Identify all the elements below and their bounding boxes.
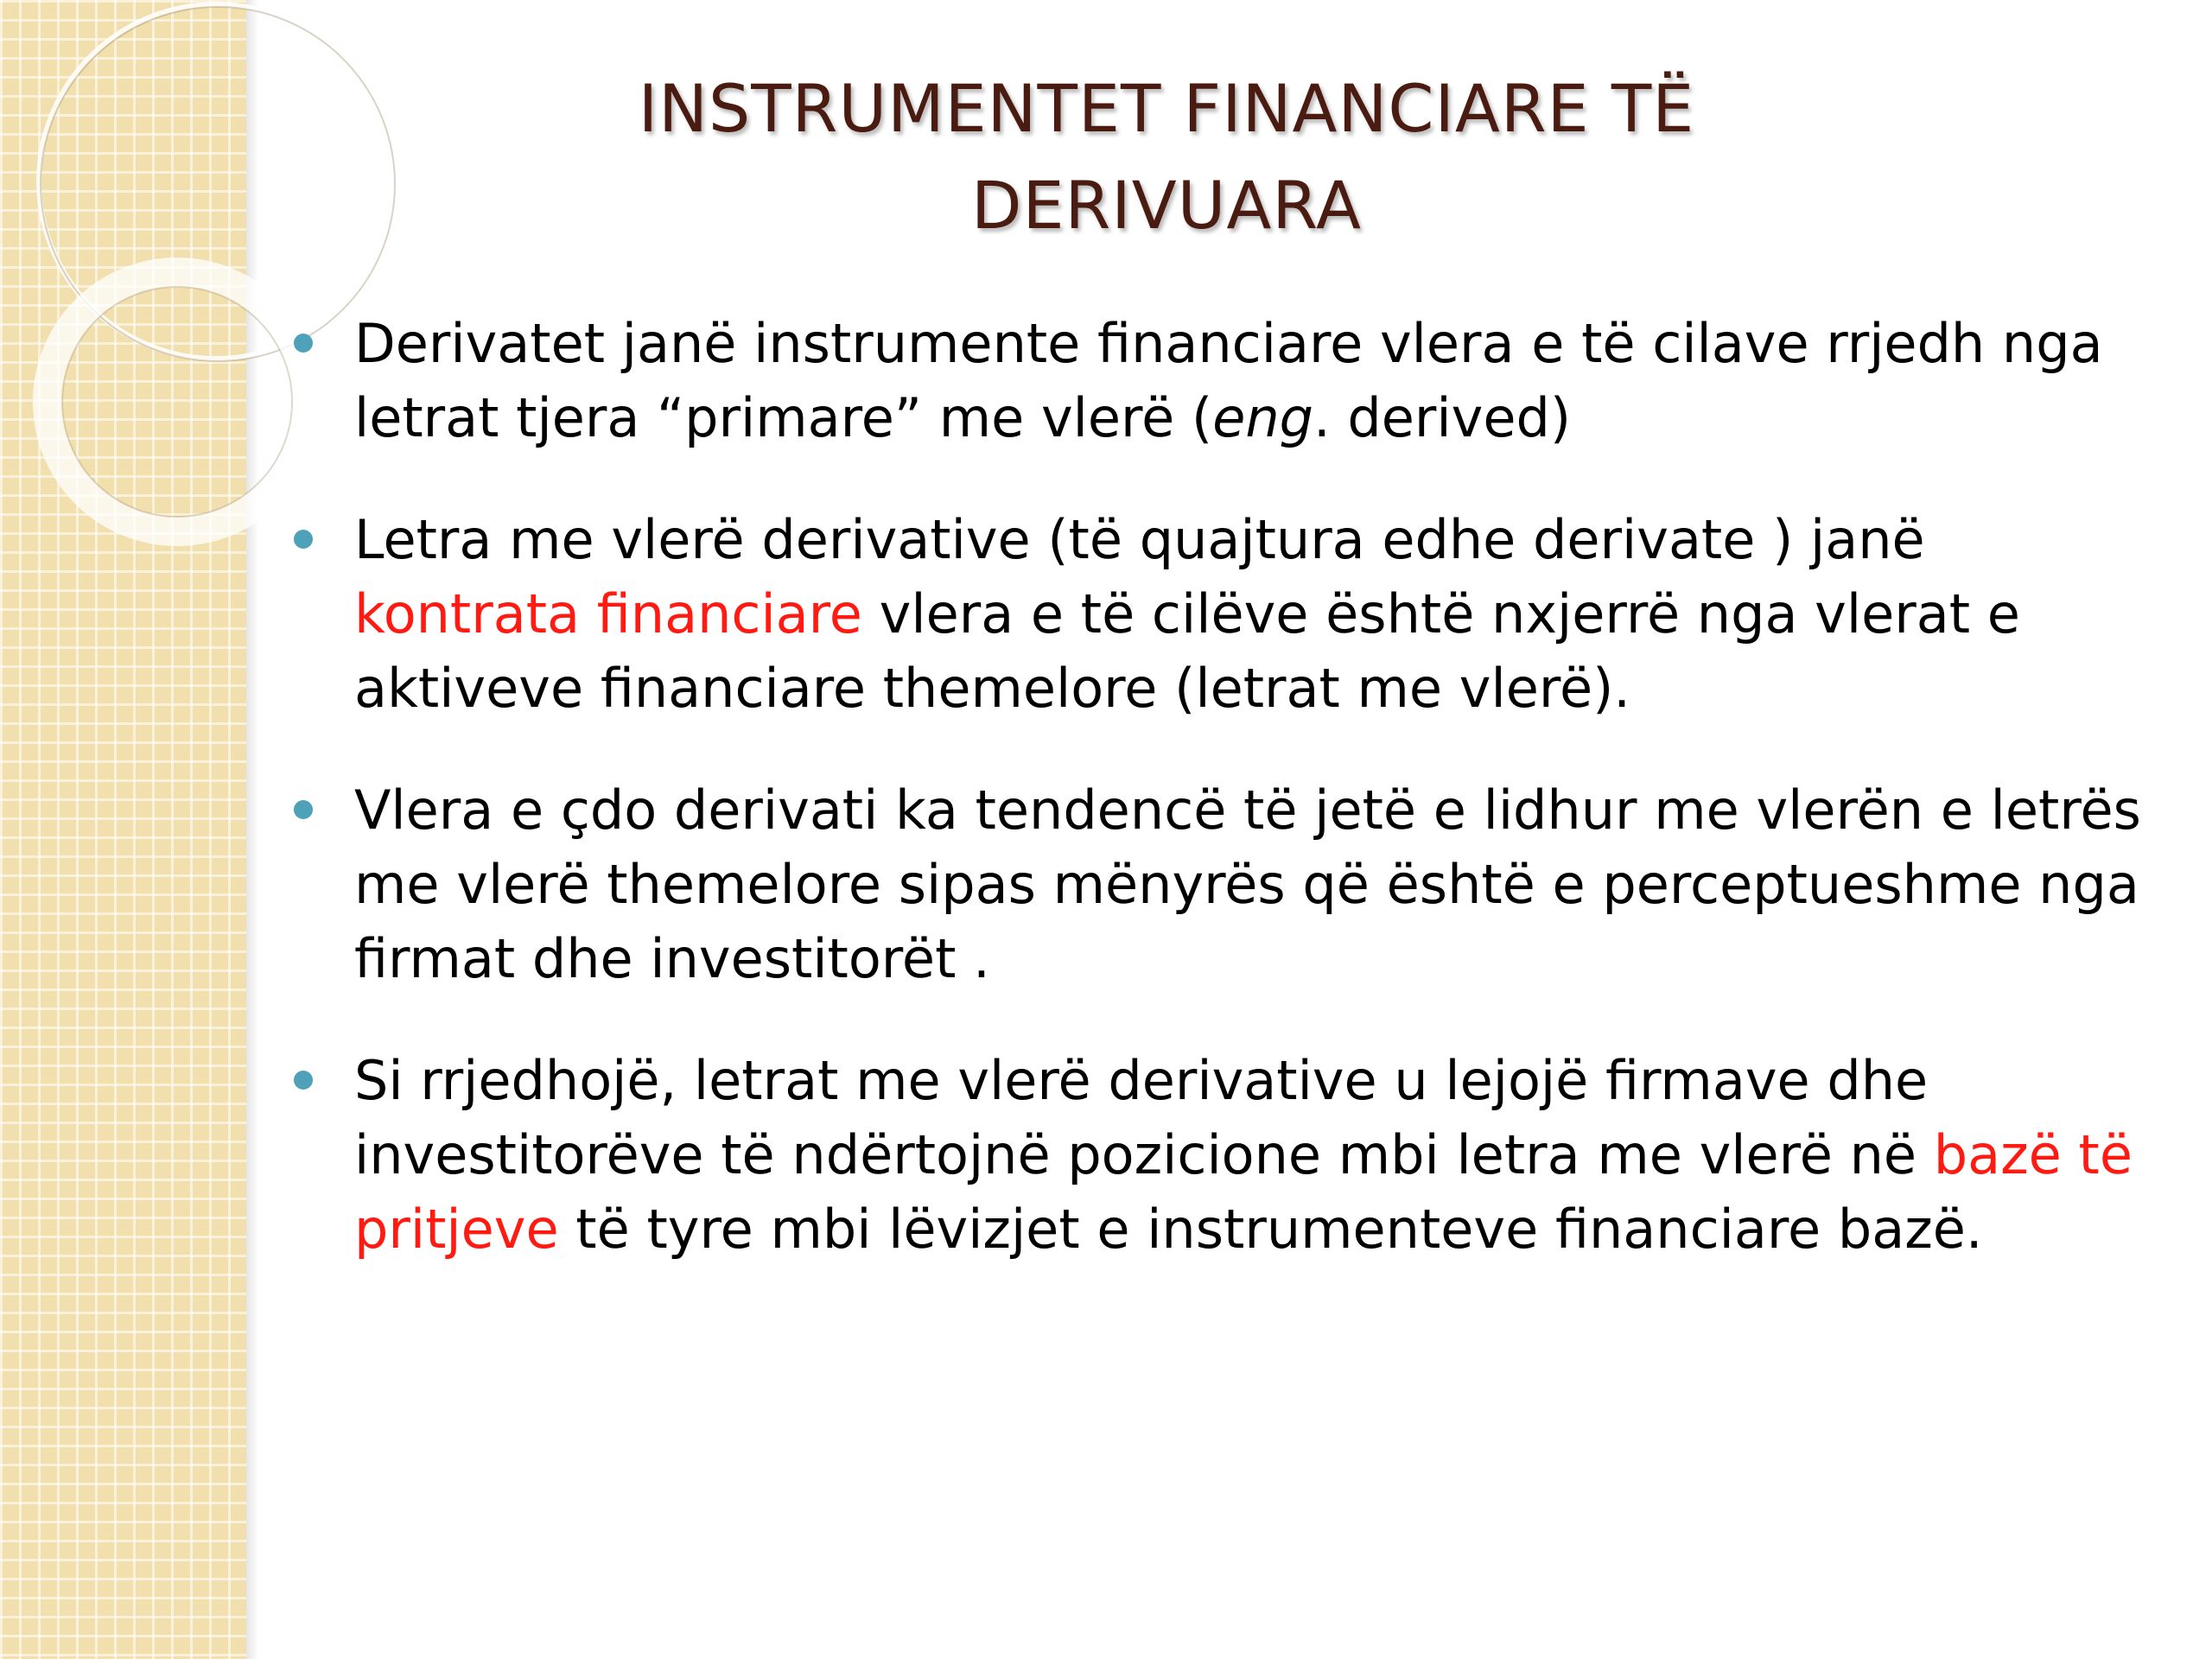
- bullet-2-text-after: vlera e të cilëve është nxjerrë nga vlerat e aktiveve financiare themelore (letrat me vlerë).: [354, 582, 2020, 720]
- bullet-1-text-before: Derivatet janë instrumente financiare vlera e të cilave rrjedh nga letrat tjera “primare” me vlerë (: [354, 312, 2103, 449]
- bullet-item-1: [285, 307, 2143, 455]
- bullet-4-highlight: bazë të pritjeve: [354, 1123, 2133, 1261]
- bullet-2-text-before: Letra me vlerë derivative (të quajtura edhe derivate ) janë: [354, 508, 1925, 571]
- bullet-item-2: [285, 503, 2143, 726]
- slide-title: [311, 60, 2022, 254]
- ring-small: [48, 272, 307, 531]
- ring-small-shadow: [62, 287, 292, 517]
- bullet-1-italic-term: eng: [1212, 386, 1314, 449]
- bullet-3-text: Vlera e çdo derivati ka tendencë të jetë e lidhur me vlerën e letrës me vlerë themelore sipas mënyrës që është e perceptueshme nga firmat dhe investitorët .: [354, 779, 2141, 990]
- bullet-marker-icon: [294, 334, 313, 353]
- slide-title-line-1: INSTRUMENTET FINANCIARE TË: [638, 70, 1695, 147]
- bullet-marker-icon: [294, 530, 313, 549]
- bullet-2-highlight: kontrata financiare: [354, 582, 862, 645]
- bullet-item-3: [285, 773, 2143, 996]
- bullet-4-text-after: të tyre mbi lëvizjet e instrumenteve financiare bazë.: [558, 1198, 1983, 1261]
- bullet-1-text-after: . derived): [1313, 386, 1572, 449]
- bullet-marker-icon: [294, 1071, 313, 1090]
- bullet-item-4: [285, 1044, 2143, 1267]
- bullet-4-text-before: Si rrjedhojë, letrat me vlerë derivative u lejojë firmave dhe investitorëve të ndërtojnë pozicione mbi letra me vlerë në: [354, 1049, 1934, 1186]
- slide-title-line-2: DERIVUARA: [970, 167, 1363, 244]
- bullet-marker-icon: [294, 800, 313, 819]
- bullet-list: [285, 307, 2143, 1314]
